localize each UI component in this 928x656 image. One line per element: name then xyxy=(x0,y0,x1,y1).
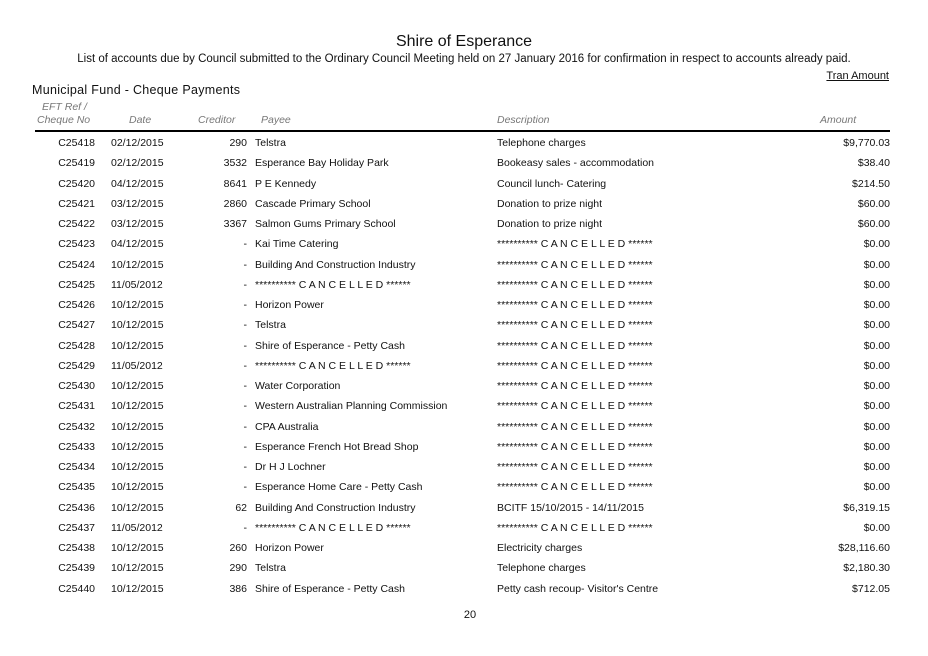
payment-amount: $0.00 xyxy=(863,339,890,352)
payment-description: Donation to prize night xyxy=(497,197,603,210)
payee-name: Telstra xyxy=(255,562,286,575)
creditor-number: 290 xyxy=(229,137,247,149)
page-subtitle: List of accounts due by Council submitted to the Ordinary Council Meeting held on 27 January 2016 for confirmation in respect to accounts already paid. xyxy=(77,53,851,65)
payee-name: Cascade Primary School xyxy=(255,197,371,210)
header-creditor: Creditor xyxy=(198,114,236,126)
creditor-number: 290 xyxy=(229,562,247,575)
creditor-number: - xyxy=(243,420,247,433)
creditor-number: - xyxy=(243,521,247,534)
creditor-number: - xyxy=(243,440,247,453)
payee-name: Horizon Power xyxy=(255,542,324,554)
creditor-number: 260 xyxy=(229,542,247,554)
payment-date: 10/12/2015 xyxy=(111,501,164,514)
creditor-number: 3367 xyxy=(223,218,247,230)
table-row xyxy=(0,562,928,582)
cheque-number: C25435 xyxy=(58,481,95,494)
cheque-number: C25439 xyxy=(58,562,95,575)
payment-description: ********** C A N C E L L E D ****** xyxy=(497,380,653,392)
table-row xyxy=(0,340,928,360)
creditor-number: - xyxy=(243,461,247,473)
payee-name: P E Kennedy xyxy=(255,177,317,190)
cheque-number: C25420 xyxy=(58,177,95,190)
cheque-number: C25425 xyxy=(58,278,95,291)
payee-name: Western Australian Planning Commission xyxy=(255,400,448,413)
payment-date: 03/12/2015 xyxy=(111,197,164,210)
table-row xyxy=(0,279,928,299)
payment-amount: $0.00 xyxy=(863,299,890,311)
payment-description: Bookeasy sales - accommodation xyxy=(497,157,654,170)
creditor-number: 62 xyxy=(235,501,247,514)
payment-amount: $0.00 xyxy=(863,258,890,271)
payment-description: ********** C A N C E L L E D ****** xyxy=(497,299,653,311)
payment-amount: $38.40 xyxy=(857,157,890,170)
payment-description: ********** C A N C E L L E D ****** xyxy=(497,278,653,291)
cheque-number: C25436 xyxy=(58,501,95,514)
payment-date: 10/12/2015 xyxy=(111,440,164,453)
table-row xyxy=(0,441,928,461)
payment-description: ********** C A N C E L L E D ****** xyxy=(497,258,653,271)
cheque-number: C25437 xyxy=(58,521,95,534)
creditor-number: - xyxy=(243,238,247,251)
payee-name: Shire of Esperance - Petty Cash xyxy=(255,582,405,595)
payment-amount: $0.00 xyxy=(863,380,890,392)
payment-date: 11/05/2012 xyxy=(111,521,163,534)
payment-amount: $712.05 xyxy=(852,582,890,595)
payment-amount: $0.00 xyxy=(863,278,890,291)
cheque-number: C25424 xyxy=(58,258,95,271)
table-row xyxy=(0,157,928,177)
payment-amount: $0.00 xyxy=(863,319,890,332)
table-row xyxy=(0,360,928,380)
cheque-number: C25432 xyxy=(58,420,95,433)
header-divider xyxy=(35,130,890,132)
table-row xyxy=(0,481,928,501)
creditor-number: - xyxy=(243,481,247,494)
payment-date: 10/12/2015 xyxy=(111,481,164,494)
payment-date: 10/12/2015 xyxy=(111,400,164,413)
tran-amount-label: Tran Amount xyxy=(826,70,889,82)
cheque-number: C25429 xyxy=(58,359,95,372)
payee-name: Salmon Gums Primary School xyxy=(255,218,396,230)
payment-date: 10/12/2015 xyxy=(111,582,164,595)
payment-description: Donation to prize night xyxy=(497,218,603,230)
cheque-number: C25438 xyxy=(58,542,95,554)
payment-description: Telephone charges xyxy=(497,562,586,575)
payment-date: 02/12/2015 xyxy=(111,157,164,170)
payment-amount: $0.00 xyxy=(863,440,890,453)
creditor-number: 386 xyxy=(229,582,247,595)
cheque-number: C25419 xyxy=(58,157,95,170)
payment-description: BCITF 15/10/2015 - 14/11/2015 xyxy=(497,501,644,514)
payment-description: ********** C A N C E L L E D ****** xyxy=(497,400,653,413)
cheque-number: C25421 xyxy=(58,197,95,210)
cheque-number: C25422 xyxy=(58,218,95,230)
payment-description: Electricity charges xyxy=(497,542,583,554)
payment-amount: $0.00 xyxy=(863,359,890,372)
payment-description: ********** C A N C E L L E D ****** xyxy=(497,440,653,453)
cheque-number: C25418 xyxy=(58,137,95,149)
payment-date: 10/12/2015 xyxy=(111,319,164,332)
payment-description: ********** C A N C E L L E D ****** xyxy=(497,238,653,251)
cheque-number: C25433 xyxy=(58,440,95,453)
payment-description: ********** C A N C E L L E D ****** xyxy=(497,319,653,332)
payment-description: Council lunch- Catering xyxy=(497,177,607,190)
creditor-number: - xyxy=(243,380,247,392)
table-row xyxy=(0,238,928,258)
table-row xyxy=(0,218,928,238)
table-row xyxy=(0,400,928,420)
cheque-number: C25434 xyxy=(58,461,95,473)
header-amount: Amount xyxy=(820,114,857,126)
payment-amount: $6,319.15 xyxy=(843,501,890,514)
payment-amount: $60.00 xyxy=(857,218,890,230)
payment-date: 10/12/2015 xyxy=(111,542,164,554)
payment-amount: $9,770.03 xyxy=(843,137,890,149)
payee-name: Esperance Home Care - Petty Cash xyxy=(255,481,423,494)
table-row xyxy=(0,421,928,441)
section-title: Municipal Fund - Cheque Payments xyxy=(32,83,241,97)
table-row xyxy=(0,299,928,319)
creditor-number: - xyxy=(243,319,247,332)
header-description: Description xyxy=(497,114,550,126)
table-row xyxy=(0,502,928,522)
creditor-number: - xyxy=(243,400,247,413)
payment-amount: $0.00 xyxy=(863,238,890,251)
payee-name: Horizon Power xyxy=(255,299,324,311)
payment-amount: $0.00 xyxy=(863,481,890,494)
payment-date: 04/12/2015 xyxy=(111,238,164,251)
cheque-number: C25428 xyxy=(58,339,95,352)
payee-name: Kai Time Catering xyxy=(255,238,339,251)
payee-name: ********** C A N C E L L E D ****** xyxy=(255,359,411,372)
payment-amount: $0.00 xyxy=(863,461,890,473)
payment-date: 03/12/2015 xyxy=(111,218,164,230)
payment-description: Petty cash recoup- Visitor's Centre xyxy=(497,582,659,595)
payment-description: ********** C A N C E L L E D ****** xyxy=(497,461,653,473)
payee-name: CPA Australia xyxy=(255,420,319,433)
payment-amount: $0.00 xyxy=(863,400,890,413)
header-ref-line2: Cheque No xyxy=(37,114,91,126)
header-payee: Payee xyxy=(261,114,291,126)
table-row xyxy=(0,178,928,198)
table-row xyxy=(0,259,928,279)
cheque-number: C25440 xyxy=(58,582,95,595)
table-row xyxy=(0,137,928,157)
payee-name: Esperance Bay Holiday Park xyxy=(255,157,389,170)
payment-date: 10/12/2015 xyxy=(111,420,164,433)
creditor-number: - xyxy=(243,359,247,372)
payment-description: ********** C A N C E L L E D ****** xyxy=(497,359,653,372)
payment-description: ********** C A N C E L L E D ****** xyxy=(497,420,653,433)
cheque-number: C25423 xyxy=(58,238,95,251)
cheque-number: C25427 xyxy=(58,319,95,332)
payee-name: Water Corporation xyxy=(255,380,341,392)
payment-date: 10/12/2015 xyxy=(111,380,164,392)
creditor-number: - xyxy=(243,258,247,271)
creditor-number: 3532 xyxy=(223,157,247,170)
payment-date: 10/12/2015 xyxy=(111,562,164,575)
table-row xyxy=(0,198,928,218)
payment-date: 04/12/2015 xyxy=(111,177,164,190)
creditor-number: - xyxy=(243,278,247,291)
payment-date: 11/05/2012 xyxy=(111,278,163,291)
table-row xyxy=(0,542,928,562)
payee-name: Telstra xyxy=(255,137,286,149)
table-row xyxy=(0,380,928,400)
payment-date: 10/12/2015 xyxy=(111,299,164,311)
payment-description: ********** C A N C E L L E D ****** xyxy=(497,521,653,534)
payee-name: Shire of Esperance - Petty Cash xyxy=(255,339,405,352)
payment-date: 11/05/2012 xyxy=(111,359,163,372)
payee-name: Building And Construction Industry xyxy=(255,501,416,514)
payee-name: ********** C A N C E L L E D ****** xyxy=(255,278,411,291)
payment-date: 10/12/2015 xyxy=(111,461,164,473)
table-row xyxy=(0,319,928,339)
payment-amount: $214.50 xyxy=(852,177,890,190)
header-ref-line1: EFT Ref / xyxy=(42,101,87,113)
payee-name: ********** C A N C E L L E D ****** xyxy=(255,521,411,534)
payment-description: Telephone charges xyxy=(497,137,586,149)
cheque-number: C25426 xyxy=(58,299,95,311)
creditor-number: 2860 xyxy=(223,197,247,210)
table-row xyxy=(0,461,928,481)
cheque-number: C25431 xyxy=(58,400,95,413)
payee-name: Telstra xyxy=(255,319,286,332)
cheque-number: C25430 xyxy=(58,380,95,392)
table-row xyxy=(0,583,928,603)
payee-name: Esperance French Hot Bread Shop xyxy=(255,440,419,453)
creditor-number: 8641 xyxy=(223,177,247,190)
payee-name: Dr H J Lochner xyxy=(255,461,326,473)
creditor-number: - xyxy=(243,339,247,352)
creditor-number: - xyxy=(243,299,247,311)
payment-description: ********** C A N C E L L E D ****** xyxy=(497,339,653,352)
page-number: 20 xyxy=(463,609,477,621)
payment-amount: $60.00 xyxy=(857,197,890,210)
payment-date: 02/12/2015 xyxy=(111,137,164,149)
payment-amount: $2,180.30 xyxy=(843,562,890,575)
table-row xyxy=(0,522,928,542)
payment-description: ********** C A N C E L L E D ****** xyxy=(497,481,653,494)
payment-amount: $28,116.60 xyxy=(838,542,890,554)
payee-name: Building And Construction Industry xyxy=(255,258,416,271)
payment-amount: $0.00 xyxy=(863,521,890,534)
payment-amount: $0.00 xyxy=(863,420,890,433)
payment-date: 10/12/2015 xyxy=(111,339,164,352)
header-date: Date xyxy=(129,114,152,126)
payment-date: 10/12/2015 xyxy=(111,258,164,271)
page-title: Shire of Esperance xyxy=(395,33,533,50)
